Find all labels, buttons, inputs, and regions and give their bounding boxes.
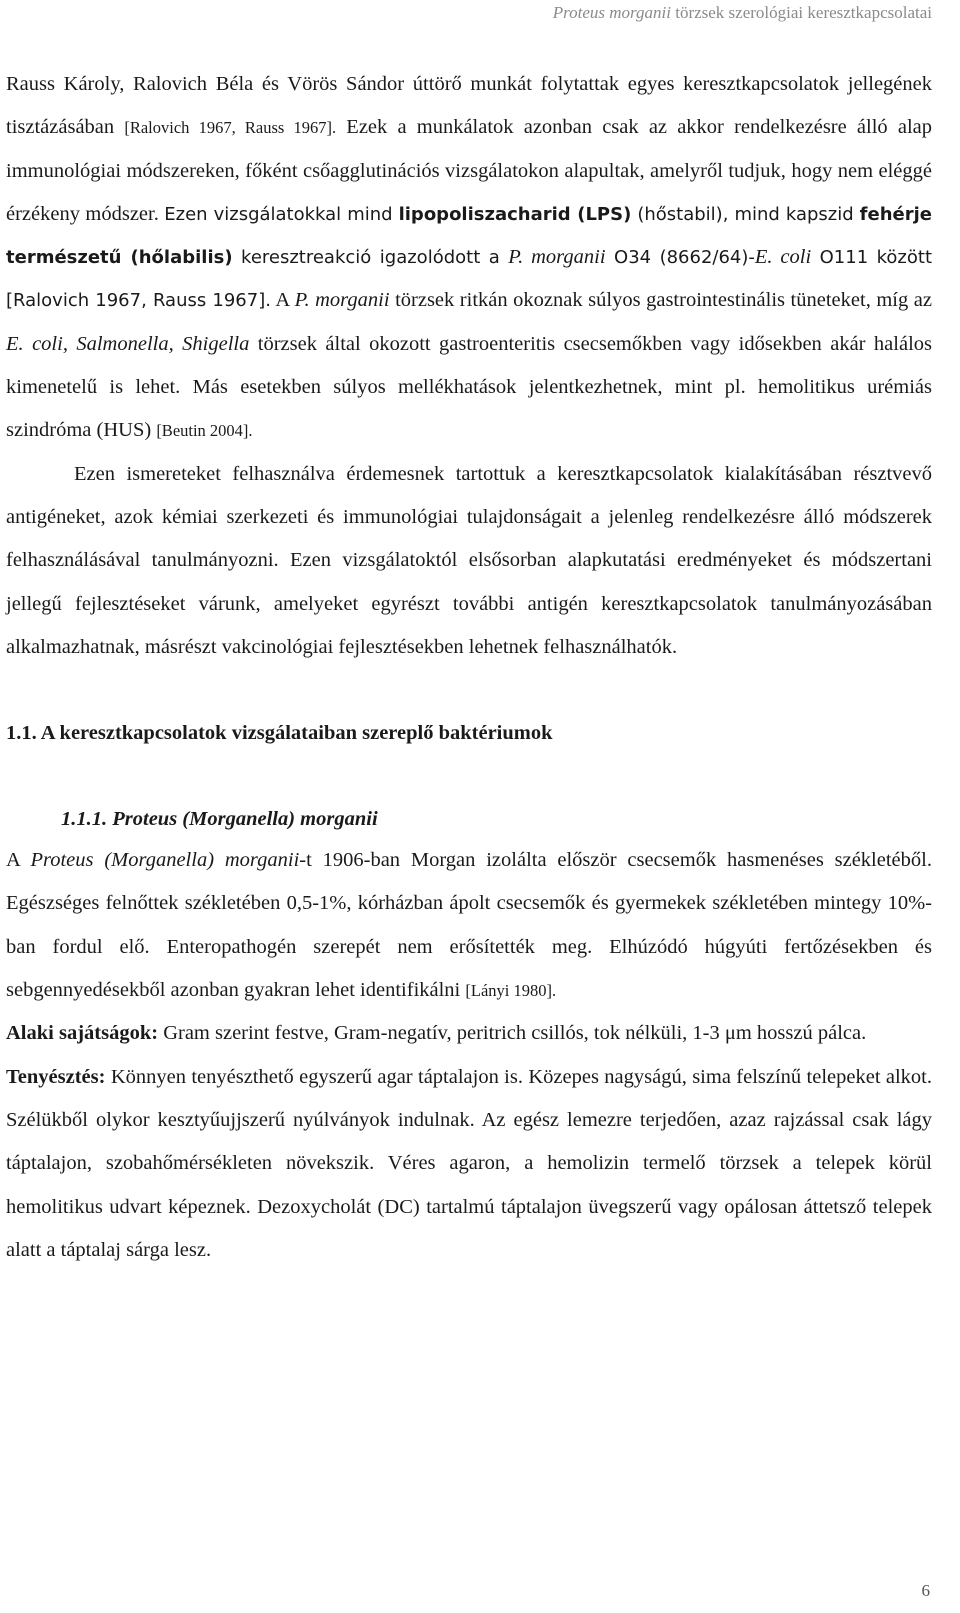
text-run: Ezen vizsgálatokkal mind (164, 203, 399, 225)
species-name: E. coli (754, 246, 812, 269)
species-name: E. coli, Salmonella, Shigella (6, 332, 250, 355)
running-header-species: Proteus morganii (552, 3, 671, 22)
text-run: A (270, 289, 295, 312)
intro-paragraph (6, 63, 932, 453)
text-run: O111 között (811, 247, 933, 269)
text-run: (hőstabil), mind kapszid (631, 203, 860, 225)
body-text (6, 63, 932, 1272)
running-header-title: törzsek szerológiai keresztkapcsolatai (670, 3, 932, 22)
running-header (553, 3, 932, 23)
text-run: keresztreakció igazolódott a (232, 247, 509, 269)
text-run: törzsek ritkán okoznak súlyos gastrointestinális tüneteket, míg az (389, 289, 932, 312)
bold-term-protein: fehérje természetű (hőlabilis) (6, 203, 932, 269)
morphology-text: Gram szerint festve, Gram-negatív, peritrich csillós, tok nélküli, 1-3 μm hosszú pálca. (158, 1022, 867, 1045)
morphology-paragraph (6, 1012, 932, 1055)
citation: [Ralovich 1967, Rauss 1967]. (6, 290, 271, 312)
citation: [Ralovich 1967, Rauss 1967]. (124, 118, 337, 138)
text-run: Rauss Károly, Ralovich Béla és Vörös Sándor úttörő munkát folytattak egyes keresztkapcsolatok jellegének tisztázásában (6, 73, 932, 139)
morphology-label: Alaki sajátságok: (6, 1022, 159, 1045)
bold-term-lps: lipopoliszacharid (LPS) (398, 203, 632, 225)
species-name: P. morganii (294, 289, 390, 312)
section-heading: 1.1. A keresztkapcsolatok vizsgálataiban szereplő baktériumok (6, 722, 553, 745)
citation: [Lányi 1980]. (465, 981, 557, 1001)
subsection-heading: 1.1.1. Proteus (Morganella) morganii (61, 808, 378, 831)
cultivation-paragraph (6, 1056, 932, 1272)
species-name: Proteus (Morganella) morganii (30, 849, 300, 872)
cultivation-label: Tenyésztés: (6, 1065, 106, 1088)
cultivation-text: Könnyen tenyészthető egyszerű agar táptalajon is. Közepes nagyságú, sima felszínű telepeket alkot. Szélükből olykor kesztyűujjszerű nyúlványok indulnak. Az egész lemezre terjedően, azaz rajzással csak lágy táptalajon, szobahőmérsékleten növekszik. Véres agaron, a hemolizin termelő törzsek a telepek körül hemolitikus udvart képeznek. Dezoxycholát (DC) tartalmú táptalajon üvegszerű vagy opálosan áttetsző telepek alatt a táptalaj sárga lesz. (6, 1065, 932, 1261)
text-run: -t 1906-ban Morgan izolálta először csecsemők hasmenéses székletéből. Egészséges felnőttek székletében 0,5-1%, kórházban ápolt csecsemők és gyermekek székletében mintegy 10%-ban fordul elő. Enteropathogén szerepét nem erősítették meg. Elhúzódó húgyúti fertőzésekben és sebgennyedésekből azonban gyakran lehet identifikálni (6, 849, 932, 1002)
page-number: 6 (921, 1581, 930, 1600)
text-run: törzsek által okozott gastroenteritis csecsemőkben vagy idősekben akár halálos kimenetelű is lehet. Más esetekben súlyos mellékhatások jelentkezhetnek, mint pl. hemolitikus urémiás szindróma (HUS) (6, 332, 932, 442)
morganii-paragraph (6, 839, 932, 1012)
text-run: A (6, 849, 31, 872)
citation: [Beutin 2004]. (156, 421, 253, 441)
text-run: Ezek a munkálatok azonban csak az akkor rendelkezésre álló alap immunológiai módszereken, főként csőagglutinációs vizsgálatokon alapultak, amelyről tudjuk, hogy nem eléggé érzékeny módszer. (6, 116, 932, 225)
aims-paragraph: Ezen ismereteket felhasználva érdemesnek tartottuk a keresztkapcsolatok kialakításában résztvevő antigéneket, azok kémiai szerkezeti és immunológiai tulajdonságait a jelenleg rendelkezésre álló módszerek felhasználásával tanulmányozni. Ezen vizsgálatoktól elsősorban alapkutatási eredményeket és módszertani jellegű fejlesztéseket várunk, amelyeket egyrészt további antigén keresztkapcsolatok tanulmányozásában alkalmazhatnak, másrészt vakcinológiai fejlesztésekben lehetnek felhasználhatók. (6, 462, 932, 658)
text-run: O34 (8662/64)- (605, 247, 755, 269)
species-name: P. morganii (508, 246, 606, 269)
